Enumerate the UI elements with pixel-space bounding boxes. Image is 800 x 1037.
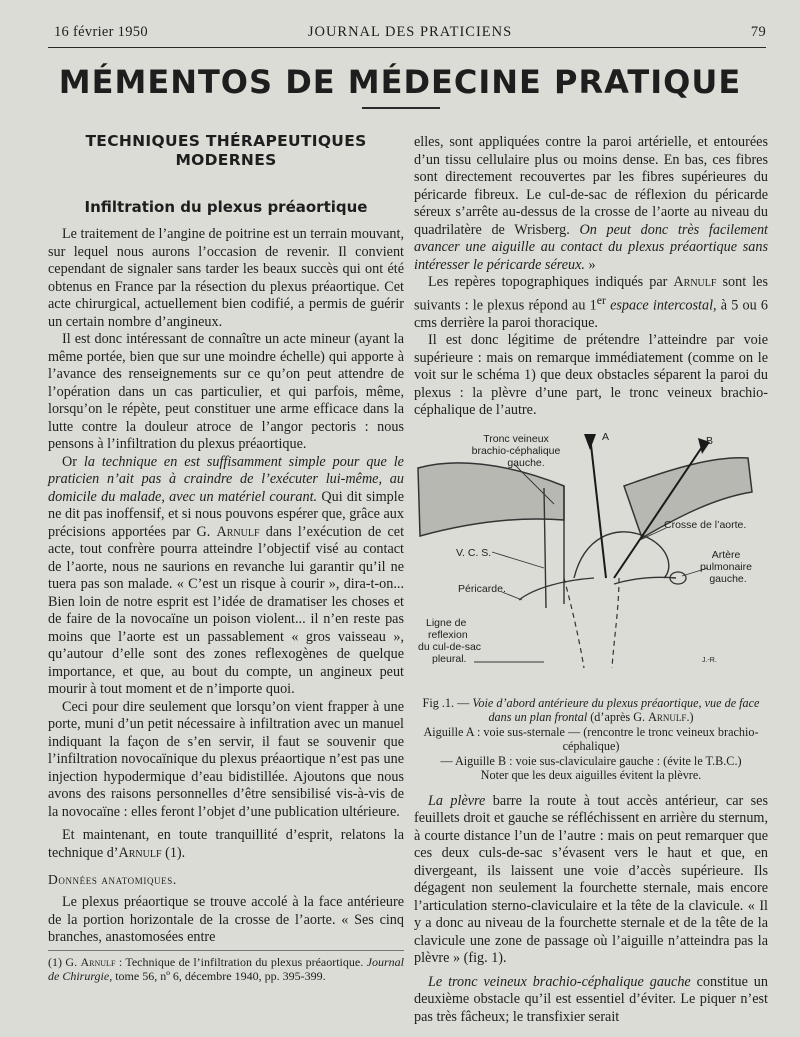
journal-name: JOURNAL DES PRATICIENS [307,24,513,40]
text-run: Qui dit simple ne dit pas inoffensif, et si nous pouvons espérer que, grâce aux précisions apportées par G. [48,488,404,540]
text-run: à 5 ou 6 cms derrière la paroi thoracique. [414,297,768,331]
footnote [48,955,404,983]
section-label: Données anatomiques. [48,872,177,887]
paragraph: Ceci pour dire seulement que lorsqu’on vient frapper à une porte, muni d’un petit nécessaire à infiltration avec un manuel indiquant la façon de s’en servir, il faut se souvenir que l’infiltration novocaïnique du plexus préaortique n’est pas une injection hypodermique d’eau bidistillée. Ajoutons que nous avons des raisons personnelles d’être sensibilisé vis-à-vis de la novocaïne : elles feront l’objet d’une publication ultérieure. [48,698,404,820]
main-title: MÉMENTOS DE MÉDECINE PRATIQUE [58,63,742,101]
text-run: tome 56, nº 6, décembre 1940, pp. 395-399. [112,969,326,983]
pericardium-outline [519,578,594,600]
text-run: Or [62,453,84,470]
label-b: B [706,434,714,447]
section-title: TECHNIQUES THÉRAPEUTIQUES MODERNES [85,132,367,169]
needle-a [590,436,606,578]
caption-text: .) [686,710,694,725]
label-a: A [602,430,610,443]
author-name: Arnulf [673,274,717,290]
text-run: sont les suivants : le plexus répond au 1 [414,274,768,314]
paragraph: Il est donc légitime de prétendre l’atteindre par voie supérieure : mais on remarque immédiatement (comme on le voit sur le schéma 1) que deux obstacles séparent la paroi du plexus : la plèvre d’une part, le tronc veineux brachio-céphalique de l’autre. [414,332,768,419]
paragraph [48,827,404,862]
journal-ref: Journal de Chirurgie, [48,955,404,983]
article-title: Infiltration du plexus préaortique [84,198,368,216]
figure-caption [414,696,768,783]
superscript: er [596,292,606,307]
right-column [414,134,768,1026]
text-run: (1). [161,844,186,861]
italic-run: On peut donc très facilement avancer une aiguille au contact du plexus préaortique sans intéresser le péricarde séreux. [414,221,768,273]
left-column [48,132,404,947]
text-run: » [584,256,596,273]
italic-run: La plèvre [428,792,486,809]
text-run: constitue un deuxième obstacle qu’il est essentiel d’éviter. Le piquer n’est pas très fâcheux; le transfixier serait [414,973,768,1025]
label-ligne: Ligne de reflexion du cul-de-sac pleural. [418,616,482,665]
running-head [54,24,766,44]
pleural-line-right [612,578,619,668]
caption-note-a: Aiguille A : voie sus-sternale — (rencontre le tronc veineux brachio-céphalique) [423,724,759,754]
caption-note-b: — Aiguille B : voie sus-claviculaire gauche : (évite le T.B.C.) [440,753,742,768]
page-number: 79 [750,24,766,40]
text-run: : Technique de l’infiltration du plexus préaortique. [115,955,367,969]
author-name: Arnulf [80,955,116,969]
leader-line [492,552,544,568]
pulmonary-artery-outline [614,577,676,584]
paragraph: Le traitement de l’angine de poitrine est un terrain mouvant, sur lequel nous aurons l’occasion de revenir. Il convient cependant de signaler sans tarder les beaux succès qui ont été obtenus en France par la résection du plexus préaortique. Cet acte chirurgical, actuellement bien codifié, a permis de guérir un certain nombre d’angineux. [48,226,404,330]
paragraph [414,793,768,968]
author-name: Arnulf [118,844,162,861]
text-run: (1) G. [48,955,81,969]
author-name: Arnulf [648,710,687,725]
caption-italic: Voie d’abord antérieure du plexus préaortique, vue de face dans un plan frontal [472,695,760,725]
caption-note-c: Noter que les deux aiguilles évitent la plèvre. [480,768,702,783]
italic-run: espace intercostal, [605,297,717,314]
paragraph [48,454,404,699]
text-run: dans l’exécution de cet acte, tout confrère pourra atteindre l’objectif visé au contact de l’aorte, nous ne saurions en revanche lui garantir qu’il ne tuera pas son malade. « C’est un risque à courir », dira-t-on... Bien loin de notre esprit est l’idée de dramatiser les choses et de faire de la novocaïne un poison violent... il n’en reste pas moins que l’aorte est un passablement « gros vaisseau », qu’autour d’elle sont des zones reflexogènes de quelque importance, et que, au bout du compte, un angineux peut mourir à tout moment et de n’importe quoi. [48,523,405,697]
label-tronc: Tronc veineux brachio-céphalique gauche. [471,432,561,469]
anatomical-figure [414,428,768,690]
aortic-arch-outline [574,532,669,578]
italic-run: la technique en est suffisamment simple pour que le praticien n’ait pas à craindre de l’exécuter lui-même, au domicile du malade, avec un matériel courant. [48,453,404,505]
label-crosse: Crosse de l’aorte. [664,518,747,531]
header-rule [48,47,766,48]
label-artere: Artère pulmonaire gauche. [700,548,752,585]
paragraph [414,974,768,1027]
caption-text: (d’après G. [587,710,649,725]
paragraph: Il est donc intéressant de connaître un acte mineur (ayant la même portée, bien que sur une moindre échelle) qui apporte à l’avance des renseignements sur ce qu’on peut attendre de l’opération dans un cas particulier, et qui parfois, même, lorsqu’on le répète, peut constituer une arme efficace dans la lutte contre la douleur atroce de l’angor pectoris : nous pensons à l’infiltration du plexus préaortique. [48,331,404,452]
label-pericarde: Péricarde. [458,582,506,595]
text-run: barre la route à tout accès antérieur, car ses feuillets droit et gauche se réfléchissent en arrière du sternum, à courte distance l’un de l’autre : mais on peut remarquer que ces deux culs-de-sac s’évasent vers le haut et que, en divergeant, ils laissent une voie d’accès supérieure. Ils dégagent non seulement la fourchette sternale, mais encore l’articulation sterno-claviculaire et la tête de la clavicule. « Il y a donc au niveau de la fourchette sternale et de la tête de la clavicule une zone de passage où l’aiguille n’atteindra pas la plèvre » (fig. 1). [414,792,769,967]
needle-a-hub [584,434,596,450]
paragraph [414,274,768,332]
paragraph: Le plexus préaortique se trouve accolé à la face antérieure de la portion horizontale de la crosse de l’aorte. « Ses cinq branches, anastomosées entre [48,894,404,945]
label-vcs: V. C. S. [456,546,492,559]
paragraph [414,134,768,274]
italic-run: Le tronc veineux brachio-céphalique gauche [428,973,691,990]
text-run: Les repères topographiques indiqués par [428,274,674,290]
text-run: Et maintenant, en toute tranquillité d’esprit, relatons la technique d’ [48,827,404,861]
author-name: Arnulf [216,523,260,540]
text-run: elles, sont appliquées contre la paroi artérielle, et entourées d’un tissu cellulaire plus ou moins dense. En bas, ces fibres sont directement recouvertes par les fibres supérieures du péricarde fibreux. Le cul-de-sac de réflexion du péricarde séreux s’arrête au-dessus de la crosse de l’aorte au niveau du quadrilatère de Wrisberg. [414,134,768,238]
issue-date: 16 février 1950 [54,24,148,40]
figure-signature: J.-R. [702,656,717,664]
footnote-rule [48,950,404,951]
left-clavicle-shape [418,463,564,536]
figure-drawing [414,428,768,690]
caption-prefix: Fig .1. — [422,695,473,710]
pleural-line-left [564,578,584,668]
title-rule [362,107,440,109]
